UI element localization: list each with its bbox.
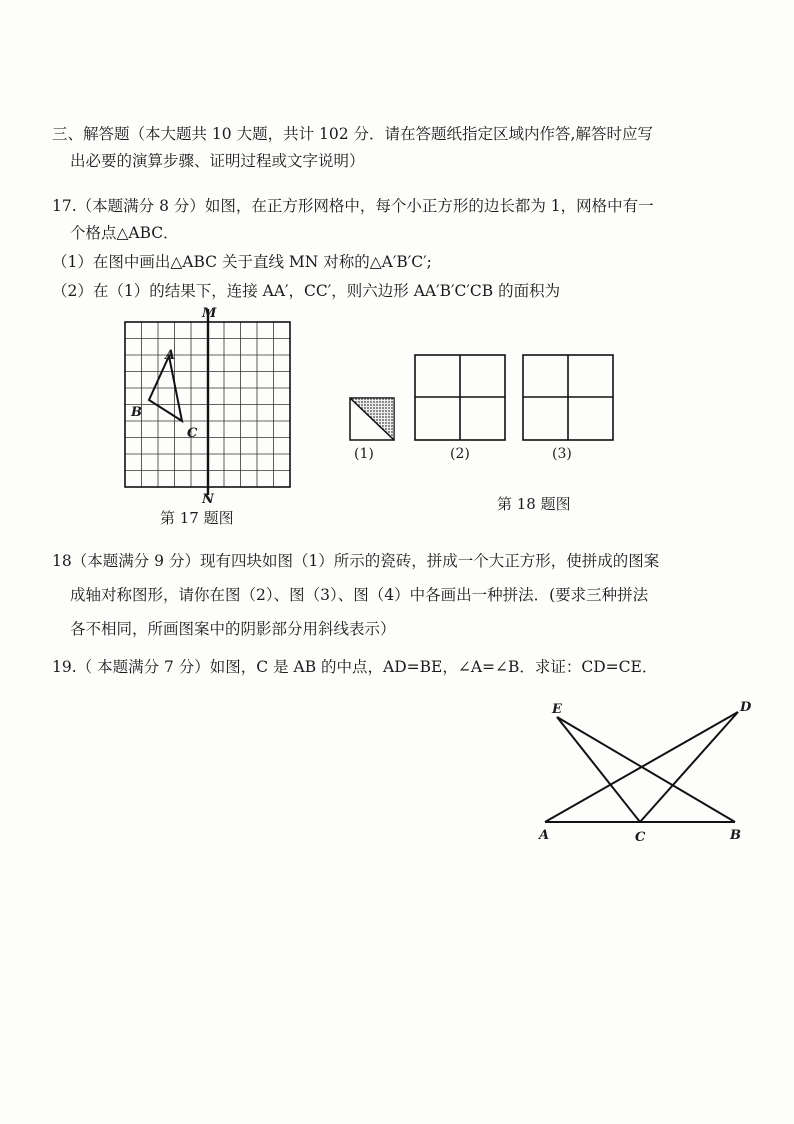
- q18-line3: 各不相同，所画图案中的阴影部分用斜线表示）: [70, 620, 396, 638]
- segment-ec: [557, 717, 640, 822]
- caption-2: (2): [450, 446, 470, 462]
- q18-line1: 18（本题满分 9 分）现有四块如图（1）所示的瓷砖，拼成一个大正方形，使拼成的图案: [52, 552, 660, 570]
- q18-caption: 第 18 题图: [497, 495, 571, 513]
- triangle-abc: [149, 356, 182, 421]
- section-title-line1: 三、解答题（本大题共 10 大题，共计 102 分．请在答题纸指定区域内作答,解答时应写: [52, 125, 653, 143]
- q18-figures: [340, 350, 630, 470]
- section-title-line2: 出必要的演算步骤、证明过程或文字说明）: [70, 152, 365, 170]
- square-3: [523, 355, 613, 440]
- label-c: C: [187, 426, 198, 441]
- q17-line1: 17.（本题满分 8 分）如图，在正方形网格中，每个小正方形的边长都为 1，网格中有一: [52, 197, 654, 215]
- label-n: N: [202, 492, 214, 507]
- q17-line2: 个格点△ABC．: [70, 224, 179, 242]
- label-a: A: [165, 348, 176, 363]
- label-b: B: [131, 405, 142, 420]
- q17-grid-figure: [118, 305, 298, 505]
- label-e: E: [552, 702, 562, 717]
- label-a2: A: [539, 828, 550, 843]
- segment-cd: [640, 712, 738, 822]
- label-b2: B: [730, 828, 741, 843]
- caption-1: (1): [354, 446, 374, 462]
- tile-1: [350, 398, 394, 440]
- label-d: D: [740, 700, 752, 715]
- q17-part1: （1）在图中画出△ABC 关于直线 MN 对称的△A′B′C′;: [52, 253, 432, 271]
- square-2: [415, 355, 505, 440]
- segment-eb: [557, 717, 735, 822]
- q17-part2: （2）在（1）的结果下，连接 AA′，CC′，则六边形 AA′B′C′CB 的面积为: [52, 282, 561, 300]
- label-m: M: [202, 306, 217, 321]
- label-c2: C: [635, 830, 646, 845]
- q19-figure: [530, 695, 770, 845]
- q17-caption: 第 17 题图: [160, 509, 234, 527]
- q18-line2: 成轴对称图形，请你在图（2）、图（3）、图（4）中各画出一种拼法．(要求三种拼法: [70, 586, 649, 604]
- q19-line1: 19.（ 本题满分 7 分）如图，C 是 AB 的中点，AD=BE，∠A=∠B．求证：CD=CE．: [52, 658, 658, 676]
- caption-3: (3): [552, 446, 572, 462]
